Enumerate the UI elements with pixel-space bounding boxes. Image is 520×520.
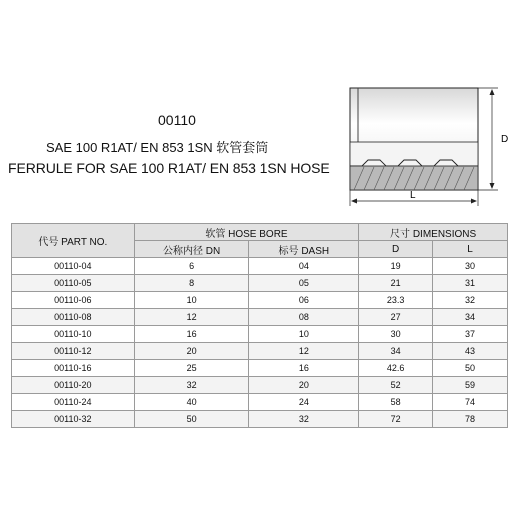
dash-cell: 24 <box>249 394 359 411</box>
d-cell: 42.6 <box>359 360 433 377</box>
part-cell: 00110-24 <box>12 394 135 411</box>
table-row <box>12 343 508 360</box>
dn-cell: 40 <box>134 394 249 411</box>
dash-cell: 08 <box>249 309 359 326</box>
table-row <box>12 292 508 309</box>
part-cell: 00110-06 <box>12 292 135 309</box>
dn-cell: 10 <box>134 292 249 309</box>
dash-cell: 12 <box>249 343 359 360</box>
table-row <box>12 326 508 343</box>
l-cell: 59 <box>433 377 508 394</box>
dn-cell: 12 <box>134 309 249 326</box>
dash-cell: 16 <box>249 360 359 377</box>
part-cell: 00110-12 <box>12 343 135 360</box>
dimensions-table <box>11 223 508 428</box>
table-row <box>12 394 508 411</box>
dn-cell: 25 <box>134 360 249 377</box>
d-cell: 19 <box>359 258 433 275</box>
l-cell: 43 <box>433 343 508 360</box>
l-header: L <box>433 241 508 258</box>
l-cell: 34 <box>433 309 508 326</box>
part-cell: 00110-16 <box>12 360 135 377</box>
part-no-header: 代号 PART NO. <box>12 224 135 258</box>
title-english: FERRULE FOR SAE 100 R1AT/ EN 853 1SN HOSE <box>8 160 330 176</box>
table-row <box>12 275 508 292</box>
dim-l-label: L <box>410 190 416 201</box>
l-cell: 31 <box>433 275 508 292</box>
l-cell: 30 <box>433 258 508 275</box>
dash-header: 标号 DASH <box>249 241 359 258</box>
d-cell: 34 <box>359 343 433 360</box>
dn-cell: 50 <box>134 411 249 428</box>
table-row <box>12 360 508 377</box>
d-cell: 27 <box>359 309 433 326</box>
d-cell: 21 <box>359 275 433 292</box>
l-cell: 74 <box>433 394 508 411</box>
table-row <box>12 258 508 275</box>
d-header: D <box>359 241 433 258</box>
dimensions-header: 尺寸 DIMENSIONS <box>359 224 508 241</box>
l-cell: 50 <box>433 360 508 377</box>
dn-cell: 8 <box>134 275 249 292</box>
dn-cell: 16 <box>134 326 249 343</box>
product-code: 00110 <box>158 112 196 128</box>
dn-cell: 32 <box>134 377 249 394</box>
hose-bore-header: 软管 HOSE BORE <box>134 224 358 241</box>
table-row <box>12 411 508 428</box>
dn-cell: 20 <box>134 343 249 360</box>
dn-header: 公称内径 DN <box>134 241 249 258</box>
part-cell: 00110-04 <box>12 258 135 275</box>
part-cell: 00110-08 <box>12 309 135 326</box>
dash-cell: 10 <box>249 326 359 343</box>
d-cell: 52 <box>359 377 433 394</box>
l-cell: 78 <box>433 411 508 428</box>
ferrule-drawing <box>340 70 515 210</box>
dash-cell: 20 <box>249 377 359 394</box>
part-cell: 00110-32 <box>12 411 135 428</box>
d-cell: 72 <box>359 411 433 428</box>
d-cell: 30 <box>359 326 433 343</box>
dim-d-label: D <box>501 134 509 145</box>
dash-cell: 06 <box>249 292 359 309</box>
l-cell: 37 <box>433 326 508 343</box>
part-cell: 00110-20 <box>12 377 135 394</box>
d-cell: 58 <box>359 394 433 411</box>
table-row <box>12 309 508 326</box>
dash-cell: 04 <box>249 258 359 275</box>
title-chinese: SAE 100 R1AT/ EN 853 1SN 软管套筒 <box>46 140 269 155</box>
dn-cell: 6 <box>134 258 249 275</box>
part-cell: 00110-05 <box>12 275 135 292</box>
dash-cell: 05 <box>249 275 359 292</box>
dash-cell: 32 <box>249 411 359 428</box>
part-cell: 00110-10 <box>12 326 135 343</box>
l-cell: 32 <box>433 292 508 309</box>
d-cell: 23.3 <box>359 292 433 309</box>
table-row <box>12 377 508 394</box>
